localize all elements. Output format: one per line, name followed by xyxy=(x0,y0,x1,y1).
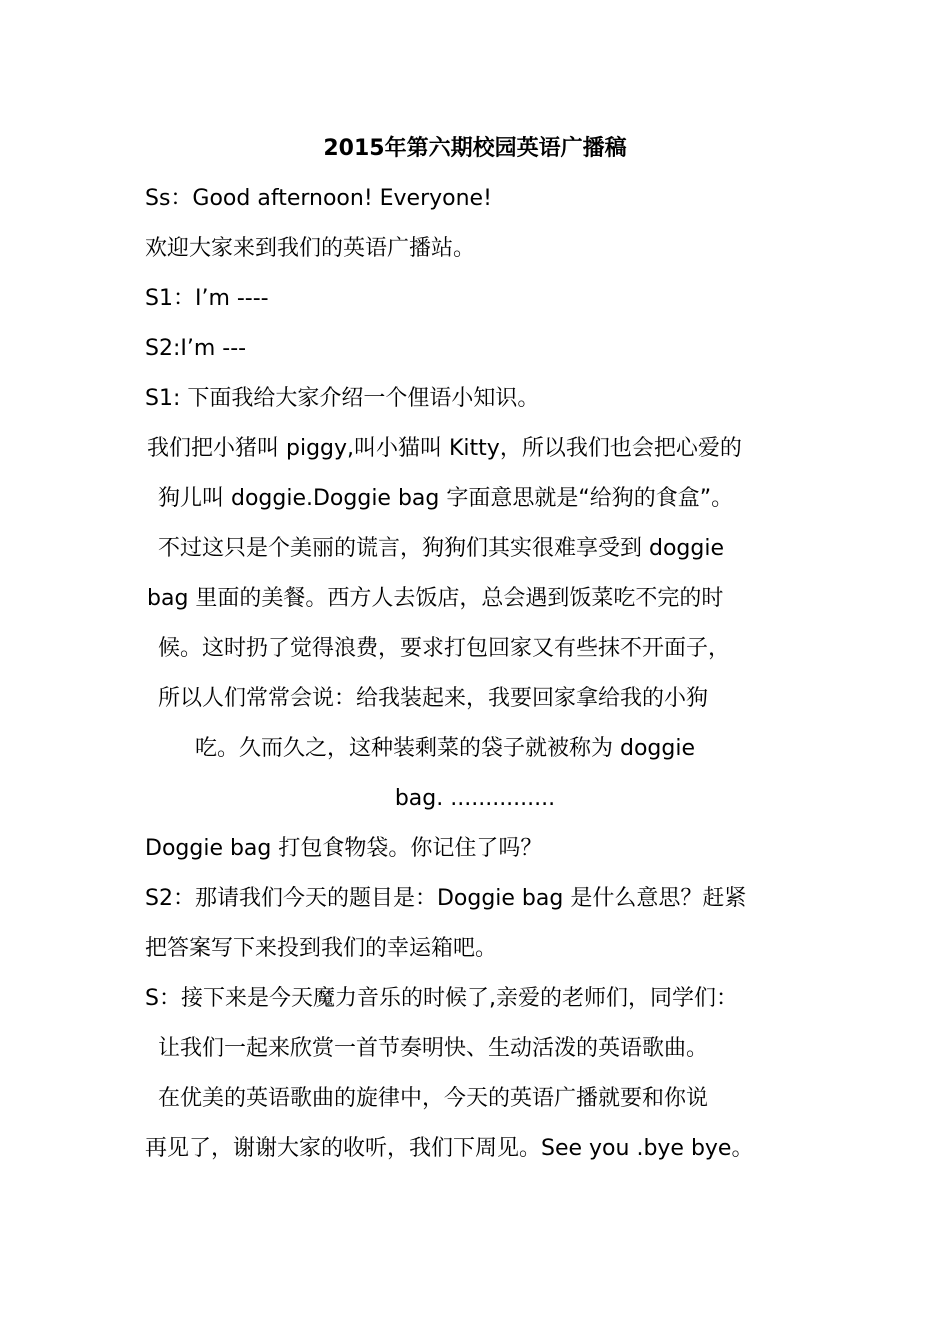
line-s2-question-cont: 把答案写下来投到我们的幸运箱吧。 xyxy=(145,936,498,961)
paragraph-line-5: 候。这时扔了觉得浪费，要求打包回家又有些抹不开面子， xyxy=(158,636,731,661)
paragraph-line-2: 狗儿叫 doggie.Doggie bag 字面意思就是“给狗的食盒”。 xyxy=(158,486,734,511)
line-s2-intro: S2:I’m --- xyxy=(145,336,247,361)
line-s2-question: S2：那请我们今天的题目是：Doggie bag 是什么意思？赶紧 xyxy=(145,886,747,911)
paragraph-line-4: bag 里面的美餐。西方人去饭店，总会遇到饭菜吃不完的时 xyxy=(147,586,724,611)
line-doggie-bag: Doggie bag 打包食物袋。你记住了吗？ xyxy=(145,836,543,861)
line-s-music-cont: 让我们一起来欣赏一首节奏明快、生动活泼的英语歌曲。 xyxy=(158,1036,709,1061)
line-s1-slang: S1: 下面我给大家介绍一个俚语小知识。 xyxy=(145,386,540,411)
line-s1-intro: S1：I’m ---- xyxy=(145,286,269,311)
line-closing: 在优美的英语歌曲的旋律中，今天的英语广播就要和你说 xyxy=(158,1086,709,1111)
paragraph-line-3: 不过这只是个美丽的谎言，狗狗们其实很难享受到 doggie xyxy=(158,536,724,561)
paragraph-line-7: 吃。久而久之，这种装剩菜的袋子就被称为 doggie xyxy=(195,736,695,761)
paragraph-line-6: 所以人们常常会说：给我装起来，我要回家拿给我的小狗 xyxy=(158,686,709,711)
paragraph-line-8: bag. ............... xyxy=(394,786,556,811)
paragraph-line-1: 我们把小猪叫 piggy,叫小猫叫 Kitty，所以我们也会把心爱的 xyxy=(147,436,742,461)
line-s-music: S：接下来是今天魔力音乐的时候了,亲爱的老师们，同学们： xyxy=(145,986,738,1011)
line-welcome: 欢迎大家来到我们的英语广播站。 xyxy=(145,236,476,261)
line-closing-cont: 再见了，谢谢大家的收听，我们下周见。See you .bye bye。 xyxy=(145,1136,754,1161)
line-greeting: Ss：Good afternoon! Everyone! xyxy=(145,186,492,211)
document-title: 2015年第六期校园英语广播稿 xyxy=(323,136,627,161)
